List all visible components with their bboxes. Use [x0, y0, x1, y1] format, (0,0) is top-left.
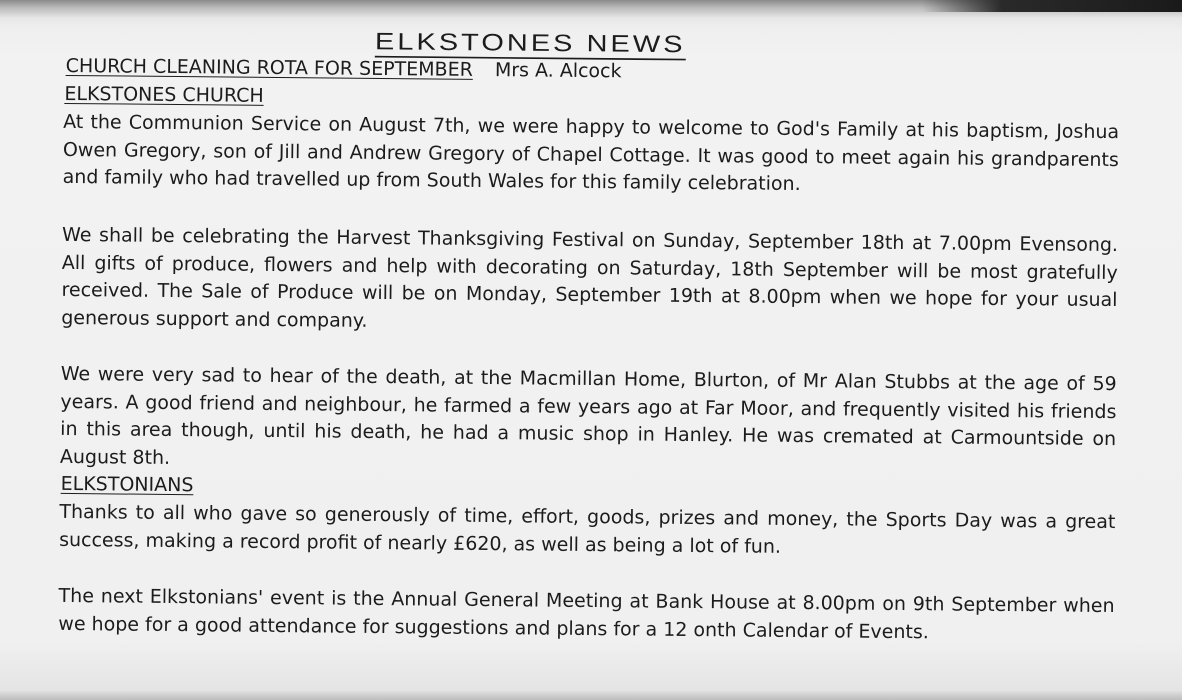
section-heading-elkstonians: ELKSTONIANS	[60, 472, 194, 497]
newsletter-title: ELKSTONES NEWS	[375, 28, 686, 61]
paragraph-obituary: We were very sad to hear of the death, at the Macmillan Home, Blurton, of Mr Alan Stubbs at the age of 59 years. A good friend and neighbour, he farmed a few years ago at Far Moor, and frequently visited his friends in this area though, until his death, he had a music shop in Hanley. He was cremated at Carmountside on August 8th.	[59, 362, 1117, 469]
paragraph-harvest-festival: We shall be celebrating the Harvest Thanksgiving Festival on Sunday, September 18th at 7.00pm Evensong. All gifts of produce, flowers and help with decorating on Saturday, 18th September will be most gratefully received. The Sale of Produce will be on Monday, September 19th at 8.00pm when we hope for your usual generous support and company.	[61, 223, 1119, 332]
paragraph-baptism: At the Communion Service on August 7th, we were happy to welcome to God's Family at his baptism, Joshua Owen Gregory, son of Jill and Andrew Gregory of Chapel Cottage. It was good to meet again his grandparents and family who had travelled up from South Wales for this family celebration.	[62, 110, 1120, 196]
cleaning-rota-name: Mrs A. Alcock	[494, 59, 622, 83]
paragraph-annual-meeting: The next Elkstonians' event is the Annual General Meeting at Bank House at 8.00pm on 9th September when we hope for a good attendance for suggestions and plans for a 12 onth Calendar of Events.	[58, 584, 1115, 643]
section-heading-elkstones-church: ELKSTONES CHURCH	[64, 82, 264, 107]
paragraph-sports-day: Thanks to all who gave so generously of time, effort, goods, prizes and money, the Sports Day was a great success, making a record profit of nearly £620, as well as being a lot of fun.	[59, 500, 1116, 558]
cleaning-rota-label: CHURCH CLEANING ROTA FOR SEPTEMBER	[65, 54, 473, 81]
